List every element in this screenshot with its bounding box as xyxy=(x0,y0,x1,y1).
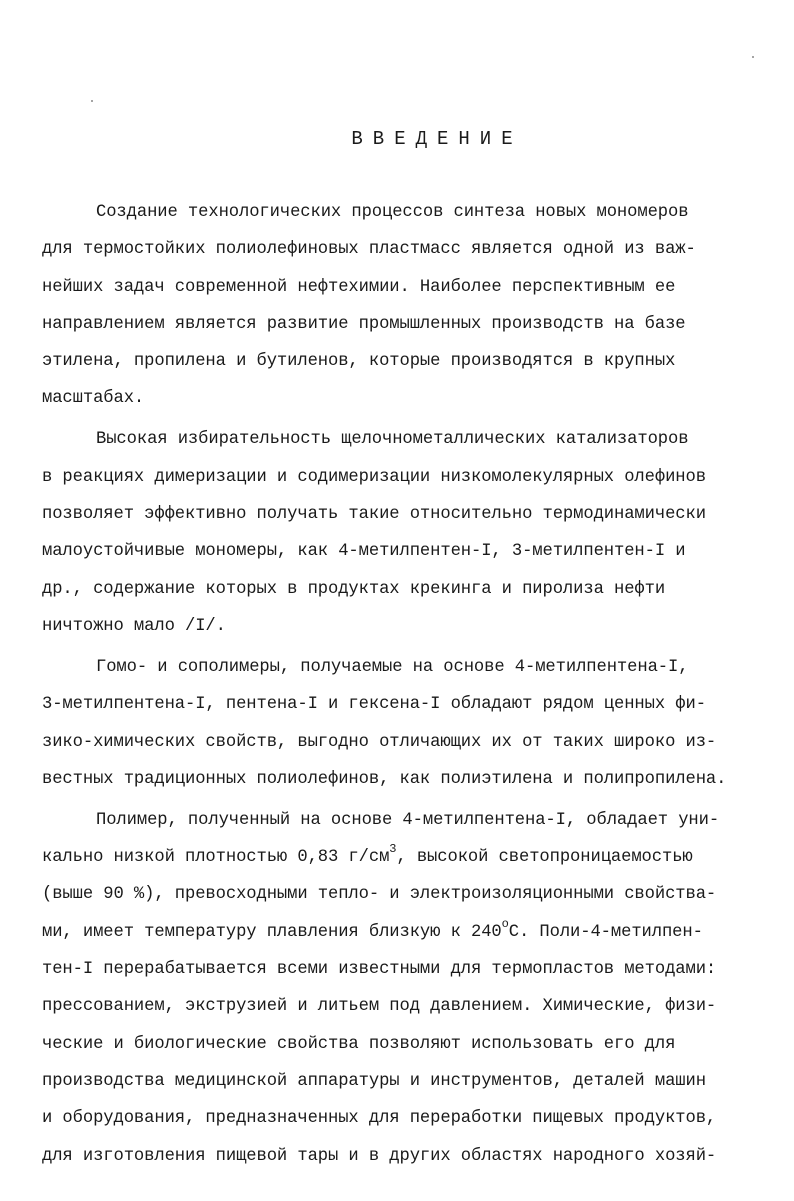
text-line: Гомо- и сополимеры, получаемые на основе 4-метилпентена-I, xyxy=(96,657,689,677)
text-line: нейших задач современной нефтехимии. Наиболее перспективным ее xyxy=(42,277,676,297)
text-line: тен-I перерабатывается всеми известными для термопластов методами: xyxy=(42,960,717,980)
text-line: позволяет эффективно получать такие относительно термодинамически xyxy=(42,505,706,525)
text-line: ческие и биологические свойства позволяют использовать его для xyxy=(42,1034,676,1054)
page-title: ВВЕДЕНИЕ xyxy=(351,128,523,150)
text-line: зико-химических свойств, выгодно отличающих их от таких широко из- xyxy=(42,732,717,752)
superscript: о xyxy=(501,916,509,931)
text-line: Создание технологических процессов синтеза новых мономеров xyxy=(96,203,689,222)
text-line: 3-метилпентена-I, пентена-I и гексена-I обладают рядом ценных фи- xyxy=(42,695,706,715)
text-line: масштабах. xyxy=(42,389,145,409)
superscript: 3 xyxy=(389,842,397,857)
text-line: Высокая избирательность щелочнометаллических катализаторов xyxy=(96,430,689,450)
text-line xyxy=(42,842,762,882)
scan-speck xyxy=(91,100,93,102)
text-fragment: кально низкой плотностью 0,83 г/см xyxy=(42,848,390,868)
text-line: производства медицинской аппаратуры и инструментов, деталей машин xyxy=(42,1071,706,1091)
scan-speck xyxy=(752,56,754,58)
text-line: Полимер, полученный на основе 4-метилпентена-I, обладает уни- xyxy=(96,810,720,830)
text-line: прессованием, экструзией и литьем под давлением. Химические, физи- xyxy=(42,997,717,1017)
text-line: в реакциях димеризации и содимеризации низкомолекулярных олефинов xyxy=(42,467,706,487)
text-fragment: ми, имеет температуру плавления близкую к 240 xyxy=(42,922,502,942)
text-line: направлением является развитие промышленных производств на базе xyxy=(42,314,686,334)
text-line: малоустойчивые мономеры, как 4-метилпентен-I, 3-метилпентен-I и xyxy=(42,542,686,562)
text-line: для изготовления пищевой тары и в других областях народного хозяй- xyxy=(42,1146,717,1166)
text-line: ничтожно мало /I/. xyxy=(42,616,226,636)
text-line: вестных традиционных полиолефинов, как полиэтилена и полипропилена. xyxy=(42,769,727,789)
text-line xyxy=(42,916,762,957)
text-line: др., содержание которых в продуктах крекинга и пиролиза нефти xyxy=(42,579,666,599)
text-fragment: , высокой светопроницаемостью xyxy=(396,848,693,868)
text-line: этилена, пропилена и бутиленов, которые производятся в крупных xyxy=(42,352,676,372)
body-text xyxy=(42,200,762,1181)
text-line: для термостойких полиолефиновых пластмасс является одной из важ- xyxy=(42,240,696,260)
text-fragment: С. Поли-4-метилпен- xyxy=(508,922,703,942)
text-line: (выше 90 %), превосходными тепло- и электроизоляционными свойства- xyxy=(42,885,717,905)
text-line: и оборудования, предназначенных для переработки пищевых продуктов, xyxy=(42,1109,717,1129)
